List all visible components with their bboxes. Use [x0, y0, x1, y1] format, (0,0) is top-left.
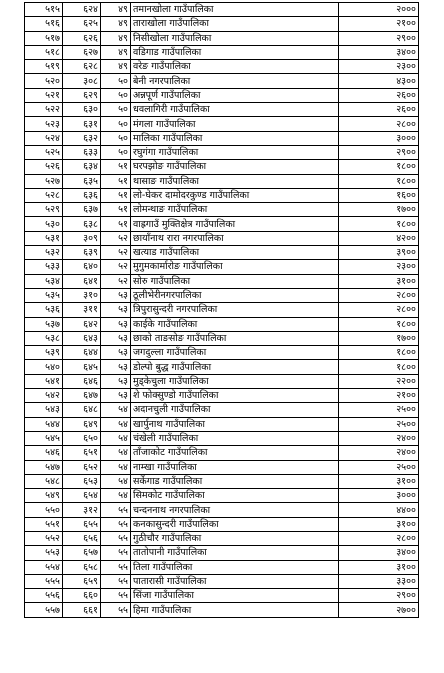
- code-cell: ३०९: [63, 231, 101, 245]
- table-row: [25, 589, 419, 603]
- district-code-cell: ५०: [101, 117, 131, 131]
- district-code-cell: ५५: [101, 531, 131, 545]
- table-row: [25, 546, 419, 560]
- municipality-name-cell: मंगला गाउँपालिका: [131, 117, 339, 131]
- municipality-name-cell: छाको ताङसोङ गाउँपालिका: [131, 331, 339, 345]
- municipality-name-cell: अन्नपूर्ण गाउँपालिका: [131, 88, 339, 102]
- amount-cell: ४४००: [339, 503, 419, 517]
- code-cell: ६५५: [63, 517, 101, 531]
- table-row: [25, 103, 419, 117]
- district-code-cell: ५५: [101, 560, 131, 574]
- amount-cell: ३१००: [339, 560, 419, 574]
- municipality-name-cell: मालिका गाउँपालिका: [131, 131, 339, 145]
- code-cell: ६६१: [63, 603, 101, 617]
- serial-number-cell: ५५६: [25, 589, 63, 603]
- code-cell: ६५३: [63, 474, 101, 488]
- district-code-cell: ५३: [101, 317, 131, 331]
- table-row: [25, 3, 419, 17]
- table-row: [25, 574, 419, 588]
- code-cell: ६४७: [63, 389, 101, 403]
- amount-cell: २८००: [339, 531, 419, 545]
- serial-number-cell: ५५१: [25, 517, 63, 531]
- code-cell: ३११: [63, 303, 101, 317]
- district-code-cell: ५१: [101, 203, 131, 217]
- code-cell: ६५४: [63, 489, 101, 503]
- code-cell: ६३२: [63, 131, 101, 145]
- municipality-name-cell: चंखेली गाउँपालिका: [131, 431, 339, 445]
- serial-number-cell: ५१८: [25, 45, 63, 59]
- amount-cell: २३००: [339, 260, 419, 274]
- municipality-name-cell: रघुगंगा गाउँपालिका: [131, 145, 339, 159]
- municipality-name-cell: छायाँनाथ रारा नगरपालिका: [131, 231, 339, 245]
- serial-number-cell: ५४२: [25, 389, 63, 403]
- district-code-cell: ५५: [101, 517, 131, 531]
- district-code-cell: ५३: [101, 288, 131, 302]
- municipality-name-cell: सर्केगाड गाउँपालिका: [131, 474, 339, 488]
- table-row: [25, 160, 419, 174]
- code-cell: ६२४: [63, 3, 101, 17]
- municipality-name-cell: वरेङ गाउँपालिका: [131, 60, 339, 74]
- municipality-name-cell: खार्पुनाथ गाउँपालिका: [131, 417, 339, 431]
- district-code-cell: ५३: [101, 303, 131, 317]
- district-code-cell: ५०: [101, 74, 131, 88]
- amount-cell: २६००: [339, 88, 419, 102]
- amount-cell: ३१००: [339, 517, 419, 531]
- code-cell: ६६०: [63, 589, 101, 603]
- serial-number-cell: ५५७: [25, 603, 63, 617]
- serial-number-cell: ५५२: [25, 531, 63, 545]
- serial-number-cell: ५२८: [25, 188, 63, 202]
- table-row: [25, 60, 419, 74]
- district-code-cell: ४९: [101, 17, 131, 31]
- municipality-name-cell: वाह्रगाउँ मुक्तिक्षेत्र गाउँपालिका: [131, 217, 339, 231]
- code-cell: ६४०: [63, 260, 101, 274]
- municipality-name-cell: थासाङ गाउँपालिका: [131, 174, 339, 188]
- amount-cell: ३०००: [339, 131, 419, 145]
- code-cell: ६३८: [63, 217, 101, 231]
- municipality-name-cell: सोरु गाउँपालिका: [131, 274, 339, 288]
- code-cell: ६२९: [63, 88, 101, 102]
- municipality-name-cell: शे फोक्सुण्डो गाउँपालिका: [131, 389, 339, 403]
- municipality-name-cell: सिमकोट गाउँपालिका: [131, 489, 339, 503]
- district-code-cell: ५३: [101, 374, 131, 388]
- code-cell: ६२७: [63, 45, 101, 59]
- municipality-name-cell: मुगुमकार्मारोङ गाउँपालिका: [131, 260, 339, 274]
- code-cell: ६२५: [63, 17, 101, 31]
- serial-number-cell: ५३२: [25, 246, 63, 260]
- code-cell: ६३३: [63, 145, 101, 159]
- amount-cell: २१००: [339, 17, 419, 31]
- municipality-name-cell: गुठीचौर गाउँपालिका: [131, 531, 339, 545]
- serial-number-cell: ५२६: [25, 160, 63, 174]
- code-cell: ६५२: [63, 460, 101, 474]
- table-row: [25, 188, 419, 202]
- municipality-name-cell: ताराखोला गाउँपालिका: [131, 17, 339, 31]
- municipality-name-cell: पातारासी गाउँपालिका: [131, 574, 339, 588]
- municipality-name-cell: डोल्पो बुद्ध गाउँपालिका: [131, 360, 339, 374]
- code-cell: ६५६: [63, 531, 101, 545]
- amount-cell: ३९००: [339, 246, 419, 260]
- serial-number-cell: ५३१: [25, 231, 63, 245]
- district-code-cell: ५५: [101, 603, 131, 617]
- table-row: [25, 131, 419, 145]
- municipality-name-cell: तमानखोला गाउँपालिका: [131, 3, 339, 17]
- code-cell: ६५१: [63, 446, 101, 460]
- serial-number-cell: ५२५: [25, 145, 63, 159]
- code-cell: ६३५: [63, 174, 101, 188]
- district-code-cell: ५३: [101, 331, 131, 345]
- amount-cell: १८००: [339, 317, 419, 331]
- district-code-cell: ५१: [101, 188, 131, 202]
- table-row: [25, 360, 419, 374]
- amount-cell: २५००: [339, 403, 419, 417]
- code-cell: ६४८: [63, 403, 101, 417]
- serial-number-cell: ५३९: [25, 346, 63, 360]
- code-cell: ६५९: [63, 574, 101, 588]
- district-code-cell: ४९: [101, 31, 131, 45]
- table-row: [25, 331, 419, 345]
- table-row: [25, 446, 419, 460]
- table-row: [25, 288, 419, 302]
- amount-cell: १८००: [339, 360, 419, 374]
- municipality-name-cell: लो-घेकर दामोदरकुण्ड गाउँपालिका: [131, 188, 339, 202]
- table-row: [25, 603, 419, 617]
- serial-number-cell: ५२७: [25, 174, 63, 188]
- amount-cell: २९००: [339, 145, 419, 159]
- table-body: [25, 3, 419, 618]
- code-cell: ६३९: [63, 246, 101, 260]
- amount-cell: ३४००: [339, 546, 419, 560]
- code-cell: ६५८: [63, 560, 101, 574]
- serial-number-cell: ५४६: [25, 446, 63, 460]
- district-code-cell: ५४: [101, 489, 131, 503]
- table-row: [25, 489, 419, 503]
- serial-number-cell: ५४९: [25, 489, 63, 503]
- code-cell: ६४४: [63, 346, 101, 360]
- serial-number-cell: ५१६: [25, 17, 63, 31]
- serial-number-cell: ५३५: [25, 288, 63, 302]
- serial-number-cell: ५२०: [25, 74, 63, 88]
- table-row: [25, 274, 419, 288]
- serial-number-cell: ५१५: [25, 3, 63, 17]
- district-code-cell: ४९: [101, 3, 131, 17]
- district-code-cell: ५२: [101, 274, 131, 288]
- serial-number-cell: ५३३: [25, 260, 63, 274]
- amount-cell: २९००: [339, 31, 419, 45]
- amount-cell: २६००: [339, 103, 419, 117]
- table-row: [25, 531, 419, 545]
- serial-number-cell: ५२३: [25, 117, 63, 131]
- table-row: [25, 346, 419, 360]
- municipality-name-cell: कनकासुन्दरी गाउँपालिका: [131, 517, 339, 531]
- code-cell: ६५७: [63, 546, 101, 560]
- district-code-cell: ५४: [101, 431, 131, 445]
- table-row: [25, 560, 419, 574]
- serial-number-cell: ५४७: [25, 460, 63, 474]
- municipality-name-cell: बेनी नगरपालिका: [131, 74, 339, 88]
- district-code-cell: ५५: [101, 546, 131, 560]
- municipality-table: [24, 2, 419, 618]
- district-code-cell: ५३: [101, 360, 131, 374]
- code-cell: ३१२: [63, 503, 101, 517]
- serial-number-cell: ५१९: [25, 60, 63, 74]
- table-row: [25, 303, 419, 317]
- code-cell: ६२८: [63, 60, 101, 74]
- municipality-name-cell: ठूलीभेरीनगरपालिका: [131, 288, 339, 302]
- code-cell: ६२६: [63, 31, 101, 45]
- amount-cell: २९००: [339, 589, 419, 603]
- table-row: [25, 417, 419, 431]
- amount-cell: १८००: [339, 174, 419, 188]
- amount-cell: ४२००: [339, 231, 419, 245]
- municipality-name-cell: जगदुल्ला गाउँपालिका: [131, 346, 339, 360]
- district-code-cell: ५५: [101, 589, 131, 603]
- district-code-cell: ५२: [101, 246, 131, 260]
- municipality-name-cell: ताँजाकोट गाउँपालिका: [131, 446, 339, 460]
- amount-cell: १८००: [339, 346, 419, 360]
- serial-number-cell: ५४८: [25, 474, 63, 488]
- amount-cell: ३३००: [339, 574, 419, 588]
- table-row: [25, 474, 419, 488]
- table-row: [25, 17, 419, 31]
- municipality-name-cell: धवलागिरी गाउँपालिका: [131, 103, 339, 117]
- district-code-cell: ५०: [101, 131, 131, 145]
- serial-number-cell: ५४०: [25, 360, 63, 374]
- municipality-name-cell: निसीखोला गाउँपालिका: [131, 31, 339, 45]
- serial-number-cell: ५५४: [25, 560, 63, 574]
- amount-cell: ३४००: [339, 45, 419, 59]
- table-row: [25, 317, 419, 331]
- code-cell: ६३६: [63, 188, 101, 202]
- code-cell: ६४१: [63, 274, 101, 288]
- serial-number-cell: ५२१: [25, 88, 63, 102]
- district-code-cell: ५२: [101, 260, 131, 274]
- table-row: [25, 374, 419, 388]
- amount-cell: २८००: [339, 303, 419, 317]
- district-code-cell: ५१: [101, 217, 131, 231]
- amount-cell: ३०००: [339, 489, 419, 503]
- table-row: [25, 203, 419, 217]
- serial-number-cell: ५४१: [25, 374, 63, 388]
- serial-number-cell: ५१७: [25, 31, 63, 45]
- district-code-cell: ४९: [101, 60, 131, 74]
- amount-cell: १८००: [339, 160, 419, 174]
- amount-cell: ३१००: [339, 274, 419, 288]
- amount-cell: २८००: [339, 288, 419, 302]
- municipality-name-cell: घरपझोङ गाउँपालिका: [131, 160, 339, 174]
- table-row: [25, 431, 419, 445]
- municipality-name-cell: सिंजा गाउँपालिका: [131, 589, 339, 603]
- serial-number-cell: ५३७: [25, 317, 63, 331]
- district-code-cell: ५३: [101, 346, 131, 360]
- code-cell: ६४२: [63, 317, 101, 331]
- code-cell: ६४६: [63, 374, 101, 388]
- code-cell: ३१०: [63, 288, 101, 302]
- district-code-cell: ५१: [101, 174, 131, 188]
- amount-cell: २४००: [339, 446, 419, 460]
- municipality-name-cell: मुड्केचुला गाउँपालिका: [131, 374, 339, 388]
- table-row: [25, 174, 419, 188]
- serial-number-cell: ५४३: [25, 403, 63, 417]
- municipality-name-cell: त्रिपुरासुन्दरी नगरपालिका: [131, 303, 339, 317]
- municipality-name-cell: हिमा गाउँपालिका: [131, 603, 339, 617]
- amount-cell: ३१००: [339, 474, 419, 488]
- table-row: [25, 231, 419, 245]
- district-code-cell: ५४: [101, 460, 131, 474]
- district-code-cell: ५०: [101, 145, 131, 159]
- table-row: [25, 403, 419, 417]
- code-cell: ६४९: [63, 417, 101, 431]
- serial-number-cell: ५५०: [25, 503, 63, 517]
- code-cell: ६४५: [63, 360, 101, 374]
- code-cell: ६५०: [63, 431, 101, 445]
- code-cell: ६३७: [63, 203, 101, 217]
- district-code-cell: ४९: [101, 45, 131, 59]
- amount-cell: १८००: [339, 217, 419, 231]
- table-row: [25, 145, 419, 159]
- table-row: [25, 88, 419, 102]
- code-cell: ६३०: [63, 103, 101, 117]
- municipality-name-cell: खत्याड गाउँपालिका: [131, 246, 339, 260]
- municipality-name-cell: तातोपानी गाउँपालिका: [131, 546, 339, 560]
- table-row: [25, 246, 419, 260]
- amount-cell: २०००: [339, 3, 419, 17]
- serial-number-cell: ५४५: [25, 431, 63, 445]
- municipality-name-cell: नाम्खा गाउँपालिका: [131, 460, 339, 474]
- serial-number-cell: ५३०: [25, 217, 63, 231]
- amount-cell: १७००: [339, 203, 419, 217]
- district-code-cell: ५५: [101, 574, 131, 588]
- municipality-name-cell: लोमन्थाङ गाउँपालिका: [131, 203, 339, 217]
- district-code-cell: ५२: [101, 231, 131, 245]
- table-row: [25, 517, 419, 531]
- amount-cell: २५००: [339, 460, 419, 474]
- serial-number-cell: ५२४: [25, 131, 63, 145]
- district-code-cell: ५४: [101, 446, 131, 460]
- code-cell: ६४३: [63, 331, 101, 345]
- code-cell: ६३४: [63, 160, 101, 174]
- amount-cell: २५००: [339, 417, 419, 431]
- table-row: [25, 45, 419, 59]
- district-code-cell: ५४: [101, 417, 131, 431]
- amount-cell: २७००: [339, 603, 419, 617]
- amount-cell: ४३००: [339, 74, 419, 88]
- district-code-cell: ५५: [101, 503, 131, 517]
- table-row: [25, 260, 419, 274]
- table-row: [25, 503, 419, 517]
- code-cell: ६३१: [63, 117, 101, 131]
- serial-number-cell: ५३४: [25, 274, 63, 288]
- amount-cell: १६००: [339, 188, 419, 202]
- amount-cell: २४००: [339, 431, 419, 445]
- municipality-name-cell: काईके गाउँपालिका: [131, 317, 339, 331]
- serial-number-cell: ५५३: [25, 546, 63, 560]
- serial-number-cell: ५४४: [25, 417, 63, 431]
- table-row: [25, 217, 419, 231]
- amount-cell: २१००: [339, 389, 419, 403]
- district-code-cell: ५४: [101, 403, 131, 417]
- table-row: [25, 117, 419, 131]
- amount-cell: २८००: [339, 117, 419, 131]
- table-row: [25, 460, 419, 474]
- district-code-cell: ५३: [101, 389, 131, 403]
- amount-cell: २२००: [339, 374, 419, 388]
- district-code-cell: ५१: [101, 160, 131, 174]
- district-code-cell: ५०: [101, 88, 131, 102]
- municipality-name-cell: तिला गाउँपालिका: [131, 560, 339, 574]
- amount-cell: १७००: [339, 331, 419, 345]
- serial-number-cell: ५५५: [25, 574, 63, 588]
- municipality-name-cell: वडिगाड गाउँपालिका: [131, 45, 339, 59]
- table-row: [25, 389, 419, 403]
- serial-number-cell: ५२९: [25, 203, 63, 217]
- serial-number-cell: ५२२: [25, 103, 63, 117]
- district-code-cell: ५०: [101, 103, 131, 117]
- municipality-name-cell: चन्दननाथ नगरपालिका: [131, 503, 339, 517]
- serial-number-cell: ५३६: [25, 303, 63, 317]
- table-row: [25, 74, 419, 88]
- code-cell: ३०८: [63, 74, 101, 88]
- district-code-cell: ५४: [101, 474, 131, 488]
- municipality-name-cell: अदानचुली गाउँपालिका: [131, 403, 339, 417]
- amount-cell: २३००: [339, 60, 419, 74]
- serial-number-cell: ५३८: [25, 331, 63, 345]
- table-row: [25, 31, 419, 45]
